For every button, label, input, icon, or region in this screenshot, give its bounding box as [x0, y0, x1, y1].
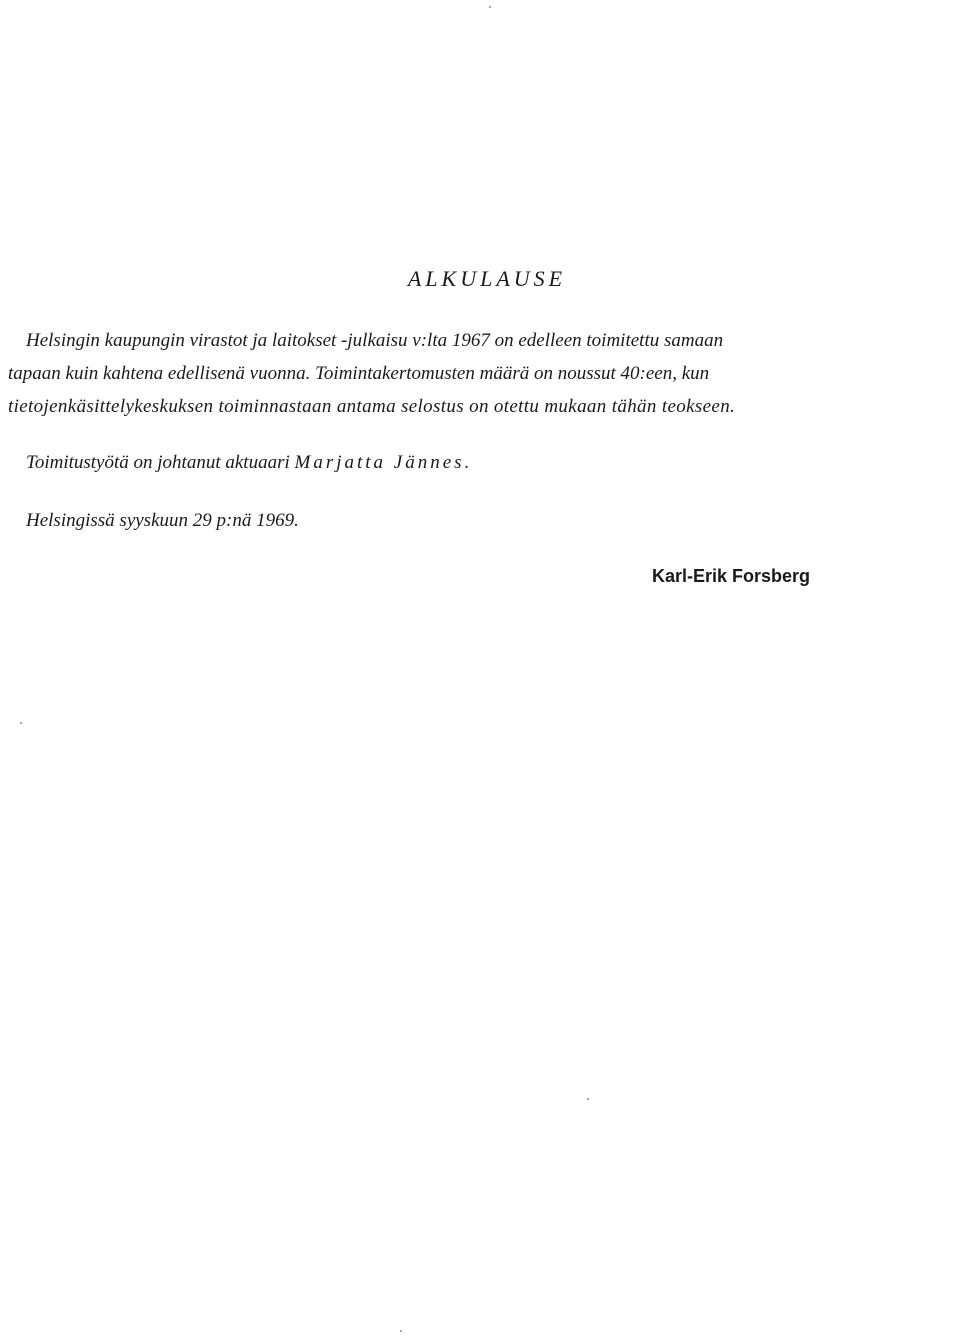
paragraph-1-line-2: tapaan kuin kahtena edellisenä vuonna. Toimintakertomusten määrä on noussut 40:een, kun [8, 363, 710, 384]
page-title: ALKULAUSE [407, 266, 567, 291]
paragraph-2-prefix: Toimitustyötä on johtanut aktuaari [26, 452, 295, 473]
paragraph-1-line-1: Helsingin kaupungin virastot ja laitokset -julkaisu v:lta 1967 on edelleen toimitettu samaan [26, 330, 724, 351]
scan-speck [587, 1098, 589, 1100]
scan-speck [20, 722, 22, 724]
place-and-date: Helsingissä syyskuun 29 p:nä 1969. [26, 510, 299, 531]
scan-speck [400, 1330, 402, 1332]
paragraph-2 [26, 452, 469, 474]
signature: Karl-Erik Forsberg [652, 566, 811, 586]
editor-name: Marjatta Jännes [294, 452, 465, 473]
paragraph-1-line-3: tietojenkäsittelykeskuksen toiminnastaan antama selostus on otettu mukaan tähän teokseen. [8, 396, 736, 417]
paragraph-2-suffix: . [464, 452, 470, 473]
scan-speck [489, 6, 491, 8]
